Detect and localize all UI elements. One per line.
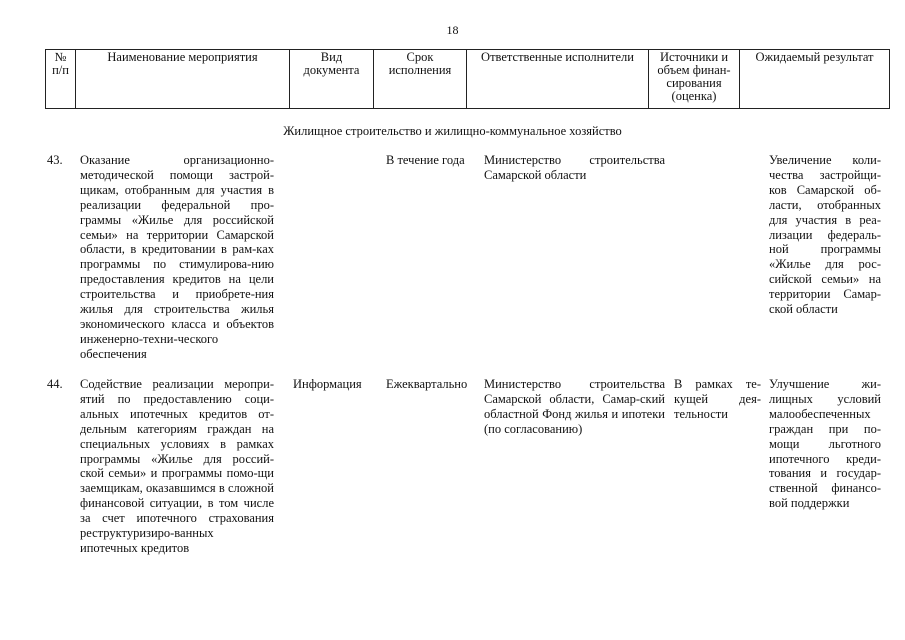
row-doc-type: Информация [293, 377, 362, 391]
row-name: Оказание организационно-методической помощи застрой-щикам, отобранным для участия в реализации федеральной про-граммы «Жилье для российской семьи» на территории Самарской области, в кредитовании в рам-ках программы по стимулирова-нию предоставления кредитов на цели строительства и приобрете-ния жилья для строительства жилья экономического класса и объектов инженерно-техни-ческого обеспечения [80, 153, 274, 361]
row-num: 43. [47, 153, 63, 167]
row-term: Ежеквартально [386, 377, 468, 391]
row-sources: В рамках те-кущей дея-тельности [674, 377, 761, 421]
row-name: Содействие реализации меропри-ятий по предоставлению соци-альных ипотечных кредитов от-дельным категориям граждан на специальных условиях в рамках программы «Жилье для россий-ской семьи» и программы помо-щи заемщикам, оказавшимся в сложной финансовой ситуации, в том числе за счет ипотечного страхования реструктуризиро-ванных ипотечных кредитов [80, 377, 274, 555]
row-responsible: Министерство строительства Самарской области, Самар-ский областной Фонд жилья и ипотеки (по согласованию) [484, 377, 665, 436]
header-doc-type: Вид документа [290, 50, 374, 109]
header-term: Срок исполнения [374, 50, 467, 109]
header-result: Ожидаемый результат [740, 50, 890, 109]
row-num: 44. [47, 377, 63, 391]
section-title: Жилищное строительство и жилищно-коммунальное хозяйство [283, 124, 622, 138]
row-result: Улучшение жи-лищных условий малообеспеченных граждан при по-мощи льготного ипотечного креди-тования и государ-ственной финансо-вой поддержки [769, 377, 881, 511]
row-result: Увеличение коли-чества застройщи-ков Самарской об-ласти, отобранных для участия в реа-лизации федераль-ной программы «Жилье для рос-сийской семьи» на территории Самар-ской области [769, 153, 881, 317]
header-num: № п/п [46, 50, 76, 109]
page-number: 18 [446, 23, 459, 37]
header-sources: Источники и объем финан-сирования (оценка) [649, 50, 740, 109]
header-name: Наименование мероприятия [76, 50, 290, 109]
row-term: В течение года [386, 153, 465, 167]
row-responsible: Министерство строительства Самарской области [484, 153, 665, 182]
header-responsible: Ответственные исполнители [467, 50, 649, 109]
table-header [45, 49, 890, 109]
